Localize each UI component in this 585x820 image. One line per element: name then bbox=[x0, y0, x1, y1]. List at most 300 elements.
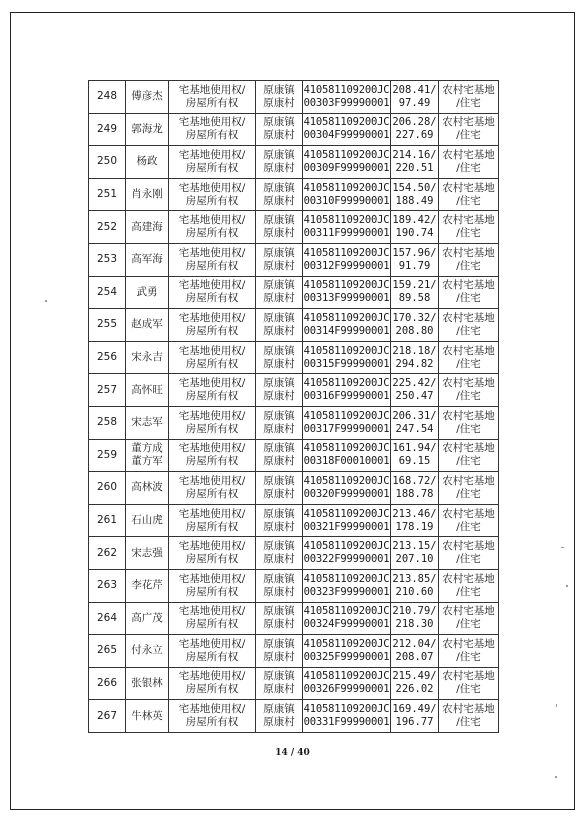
cell-unit-code-line: 00322F99990001 bbox=[303, 553, 390, 566]
cell-usage-line: /住宅 bbox=[456, 96, 481, 109]
cell-right-type-line: 宅基地使用权/ bbox=[178, 409, 246, 422]
table-row bbox=[89, 211, 499, 244]
cell-right-type bbox=[169, 439, 256, 472]
cell-location bbox=[256, 569, 303, 602]
cell-usage-line: /住宅 bbox=[456, 553, 481, 566]
cell-number: 251 bbox=[89, 178, 126, 211]
cell-unit-code bbox=[303, 602, 391, 635]
cell-usage bbox=[439, 243, 499, 276]
cell-usage-line: 农村宅基地 bbox=[442, 83, 495, 96]
cell-owner-name bbox=[126, 406, 169, 439]
cell-area bbox=[391, 113, 439, 146]
table-row bbox=[89, 439, 499, 472]
cell-usage-line: 农村宅基地 bbox=[442, 540, 495, 553]
cell-unit-code-line: 410581109200JC bbox=[303, 344, 390, 357]
cell-usage bbox=[439, 667, 499, 700]
cell-usage-line: /住宅 bbox=[456, 227, 481, 240]
cell-right-type bbox=[169, 146, 256, 179]
cell-usage-line: /住宅 bbox=[456, 683, 481, 696]
cell-location-line: 原康镇 bbox=[263, 279, 295, 292]
cell-usage bbox=[439, 276, 499, 309]
table-row bbox=[89, 81, 499, 114]
cell-unit-code bbox=[303, 700, 391, 733]
cell-right-type-line: 宅基地使用权/ bbox=[178, 279, 246, 292]
cell-location-line: 原康村 bbox=[263, 683, 295, 696]
cell-usage-line: 农村宅基地 bbox=[442, 409, 495, 422]
cell-owner-name bbox=[126, 81, 169, 114]
cell-right-type-line: 宅基地使用权/ bbox=[178, 83, 246, 96]
cell-location bbox=[256, 341, 303, 374]
cell-right-type bbox=[169, 569, 256, 602]
cell-number: 258 bbox=[89, 406, 126, 439]
cell-unit-code-line: 410581109200JC bbox=[303, 572, 390, 585]
table-row bbox=[89, 309, 499, 342]
cell-right-type-line: 宅基地使用权/ bbox=[178, 572, 246, 585]
cell-location bbox=[256, 504, 303, 537]
cell-unit-code-line: 410581109200JC bbox=[303, 474, 390, 487]
cell-number: 249 bbox=[89, 113, 126, 146]
cell-usage-line: /住宅 bbox=[456, 716, 481, 729]
cell-right-type bbox=[169, 537, 256, 570]
cell-number: 255 bbox=[89, 309, 126, 342]
cell-unit-code bbox=[303, 276, 391, 309]
cell-location-line: 原康村 bbox=[263, 553, 295, 566]
cell-location bbox=[256, 81, 303, 114]
cell-number: 250 bbox=[89, 146, 126, 179]
cell-location bbox=[256, 700, 303, 733]
cell-area bbox=[391, 146, 439, 179]
cell-right-type bbox=[169, 243, 256, 276]
table-row bbox=[89, 406, 499, 439]
cell-area-line: 218.18/ bbox=[392, 344, 437, 357]
cell-location-line: 原康镇 bbox=[263, 181, 295, 194]
cell-unit-code bbox=[303, 667, 391, 700]
cell-location-line: 原康村 bbox=[263, 194, 295, 207]
table-row bbox=[89, 178, 499, 211]
cell-area-line: 157.96/ bbox=[392, 246, 437, 259]
cell-location bbox=[256, 667, 303, 700]
cell-area-line: 161.94/ bbox=[392, 442, 437, 455]
cell-unit-code-line: 410581109200JC bbox=[303, 181, 390, 194]
cell-area-line: 69.15 bbox=[398, 455, 431, 468]
cell-owner-name bbox=[126, 276, 169, 309]
cell-owner-name-line: 李花芹 bbox=[131, 579, 163, 592]
cell-number: 254 bbox=[89, 276, 126, 309]
cell-owner-name-line: 高广茂 bbox=[131, 611, 163, 624]
cell-area-line: 210.60 bbox=[395, 585, 434, 598]
cell-usage-line: /住宅 bbox=[456, 292, 481, 305]
cell-location-line: 原康镇 bbox=[263, 442, 295, 455]
cell-usage-line: 农村宅基地 bbox=[442, 670, 495, 683]
cell-owner-name bbox=[126, 602, 169, 635]
cell-right-type bbox=[169, 406, 256, 439]
scan-speck bbox=[45, 300, 47, 302]
cell-area-line: 210.79/ bbox=[392, 605, 437, 618]
cell-unit-code-line: 410581109200JC bbox=[303, 116, 390, 129]
cell-owner-name-line: 赵成军 bbox=[131, 318, 163, 331]
cell-location-line: 原康镇 bbox=[263, 311, 295, 324]
cell-unit-code-line: 00325F99990001 bbox=[303, 650, 390, 663]
cell-right-type bbox=[169, 309, 256, 342]
cell-usage bbox=[439, 504, 499, 537]
cell-usage-line: /住宅 bbox=[456, 390, 481, 403]
cell-area-line: 189.42/ bbox=[392, 214, 437, 227]
cell-unit-code-line: 00304F99990001 bbox=[303, 129, 390, 142]
cell-location bbox=[256, 211, 303, 244]
cell-right-type-line: 宅基地使用权/ bbox=[178, 442, 246, 455]
cell-right-type bbox=[169, 504, 256, 537]
cell-unit-code-line: 00326F99990001 bbox=[303, 683, 390, 696]
cell-usage-line: 农村宅基地 bbox=[442, 246, 495, 259]
cell-area-line: 225.42/ bbox=[392, 377, 437, 390]
cell-location bbox=[256, 146, 303, 179]
cell-location-line: 原康村 bbox=[263, 259, 295, 272]
cell-area-line: 169.49/ bbox=[392, 703, 437, 716]
cell-unit-code-line: 410581109200JC bbox=[303, 442, 390, 455]
cell-location bbox=[256, 439, 303, 472]
cell-area-line: 208.80 bbox=[395, 324, 434, 337]
cell-owner-name-line: 郭海龙 bbox=[131, 122, 163, 135]
cell-right-type-line: 房屋所有权 bbox=[185, 194, 239, 207]
cell-unit-code bbox=[303, 341, 391, 374]
cell-owner-name-line: 董方成 bbox=[131, 442, 163, 455]
cell-right-type-line: 宅基地使用权/ bbox=[178, 507, 246, 520]
cell-area-line: 91.79 bbox=[398, 259, 431, 272]
cell-usage-line: 农村宅基地 bbox=[442, 703, 495, 716]
cell-area-line: 159.21/ bbox=[392, 279, 437, 292]
cell-owner-name-line: 高怀旺 bbox=[131, 383, 163, 396]
cell-area-line: 207.10 bbox=[395, 553, 434, 566]
cell-number: 257 bbox=[89, 374, 126, 407]
cell-right-type-line: 宅基地使用权/ bbox=[178, 148, 246, 161]
cell-unit-code-line: 410581109200JC bbox=[303, 148, 390, 161]
cell-usage bbox=[439, 439, 499, 472]
cell-unit-code-line: 00316F99990001 bbox=[303, 390, 390, 403]
cell-unit-code-line: 410581109200JC bbox=[303, 279, 390, 292]
cell-owner-name-line: 张银林 bbox=[131, 676, 163, 689]
cell-usage-line: 农村宅基地 bbox=[442, 148, 495, 161]
cell-location-line: 原康镇 bbox=[263, 703, 295, 716]
cell-usage-line: /住宅 bbox=[456, 194, 481, 207]
cell-right-type-line: 宅基地使用权/ bbox=[178, 246, 246, 259]
cell-unit-code bbox=[303, 113, 391, 146]
cell-area bbox=[391, 569, 439, 602]
table-row bbox=[89, 504, 499, 537]
cell-number: 248 bbox=[89, 81, 126, 114]
cell-right-type-line: 房屋所有权 bbox=[185, 422, 239, 435]
cell-right-type bbox=[169, 667, 256, 700]
cell-number: 252 bbox=[89, 211, 126, 244]
cell-right-type bbox=[169, 635, 256, 668]
cell-right-type-line: 房屋所有权 bbox=[185, 683, 239, 696]
cell-number: 260 bbox=[89, 472, 126, 505]
cell-usage bbox=[439, 211, 499, 244]
cell-usage-line: 农村宅基地 bbox=[442, 637, 495, 650]
cell-unit-code-line: 00303F99990001 bbox=[303, 96, 390, 109]
cell-area bbox=[391, 439, 439, 472]
cell-owner-name-line: 宋志强 bbox=[131, 546, 163, 559]
table-row bbox=[89, 635, 499, 668]
cell-right-type-line: 房屋所有权 bbox=[185, 292, 239, 305]
cell-usage bbox=[439, 178, 499, 211]
cell-area bbox=[391, 178, 439, 211]
cell-area-line: 168.72/ bbox=[392, 474, 437, 487]
cell-right-type-line: 宅基地使用权/ bbox=[178, 670, 246, 683]
cell-unit-code-line: 410581109200JC bbox=[303, 540, 390, 553]
cell-right-type bbox=[169, 341, 256, 374]
cell-usage bbox=[439, 81, 499, 114]
cell-right-type-line: 房屋所有权 bbox=[185, 259, 239, 272]
cell-unit-code-line: 00331F99990001 bbox=[303, 716, 390, 729]
cell-right-type bbox=[169, 602, 256, 635]
cell-unit-code bbox=[303, 243, 391, 276]
cell-owner-name-line: 杨政 bbox=[136, 155, 158, 168]
cell-unit-code-line: 410581109200JC bbox=[303, 377, 390, 390]
cell-unit-code-line: 00320F99990001 bbox=[303, 487, 390, 500]
cell-area-line: 188.78 bbox=[395, 487, 434, 500]
cell-area-line: 206.31/ bbox=[392, 409, 437, 422]
cell-area-line: 220.51 bbox=[395, 161, 434, 174]
scan-speck bbox=[555, 776, 557, 778]
cell-area-line: 212.04/ bbox=[392, 637, 437, 650]
cell-owner-name-line: 石山虎 bbox=[131, 514, 163, 527]
cell-location bbox=[256, 472, 303, 505]
cell-location bbox=[256, 374, 303, 407]
scan-speck bbox=[561, 547, 564, 548]
cell-right-type-line: 宅基地使用权/ bbox=[178, 311, 246, 324]
cell-owner-name-line: 董方军 bbox=[131, 455, 163, 468]
cell-right-type-line: 房屋所有权 bbox=[185, 227, 239, 240]
cell-location-line: 原康村 bbox=[263, 129, 295, 142]
cell-location-line: 原康镇 bbox=[263, 246, 295, 259]
cell-usage bbox=[439, 146, 499, 179]
cell-right-type-line: 房屋所有权 bbox=[185, 161, 239, 174]
cell-location-line: 原康村 bbox=[263, 618, 295, 631]
cell-number: 262 bbox=[89, 537, 126, 570]
table-row bbox=[89, 569, 499, 602]
cell-owner-name bbox=[126, 113, 169, 146]
cell-usage bbox=[439, 374, 499, 407]
cell-usage-line: /住宅 bbox=[456, 324, 481, 337]
cell-owner-name bbox=[126, 341, 169, 374]
cell-usage-line: /住宅 bbox=[456, 357, 481, 370]
cell-usage-line: /住宅 bbox=[456, 422, 481, 435]
cell-right-type-line: 房屋所有权 bbox=[185, 520, 239, 533]
cell-unit-code bbox=[303, 406, 391, 439]
cell-usage bbox=[439, 537, 499, 570]
cell-usage bbox=[439, 309, 499, 342]
cell-unit-code-line: 00310F99990001 bbox=[303, 194, 390, 207]
cell-area-line: 213.46/ bbox=[392, 507, 437, 520]
cell-usage-line: /住宅 bbox=[456, 618, 481, 631]
cell-unit-code-line: 00318F00010001 bbox=[303, 455, 390, 468]
cell-area-line: 213.85/ bbox=[392, 572, 437, 585]
cell-area bbox=[391, 81, 439, 114]
cell-right-type bbox=[169, 700, 256, 733]
cell-area bbox=[391, 309, 439, 342]
cell-area-line: 247.54 bbox=[395, 422, 434, 435]
table-row bbox=[89, 276, 499, 309]
cell-unit-code-line: 410581109200JC bbox=[303, 507, 390, 520]
cell-owner-name-line: 高军海 bbox=[131, 253, 163, 266]
cell-number: 264 bbox=[89, 602, 126, 635]
cell-right-type-line: 宅基地使用权/ bbox=[178, 540, 246, 553]
cell-number: 266 bbox=[89, 667, 126, 700]
cell-right-type-line: 房屋所有权 bbox=[185, 357, 239, 370]
page-number: 14 / 40 bbox=[275, 748, 310, 758]
cell-unit-code-line: 00313F99990001 bbox=[303, 292, 390, 305]
cell-area-line: 226.02 bbox=[395, 683, 434, 696]
cell-usage-line: 农村宅基地 bbox=[442, 116, 495, 129]
cell-usage-line: /住宅 bbox=[456, 259, 481, 272]
cell-usage-line: /住宅 bbox=[456, 161, 481, 174]
cell-unit-code bbox=[303, 569, 391, 602]
cell-unit-code-line: 410581109200JC bbox=[303, 409, 390, 422]
cell-owner-name bbox=[126, 667, 169, 700]
cell-area-line: 208.41/ bbox=[392, 83, 437, 96]
cell-usage-line: 农村宅基地 bbox=[442, 507, 495, 520]
cell-location-line: 原康镇 bbox=[263, 214, 295, 227]
cell-area-line: 170.32/ bbox=[392, 311, 437, 324]
cell-location-line: 原康村 bbox=[263, 227, 295, 240]
cell-area bbox=[391, 211, 439, 244]
cell-location-line: 原康镇 bbox=[263, 148, 295, 161]
scan-speck bbox=[556, 704, 557, 707]
cell-owner-name bbox=[126, 439, 169, 472]
cell-owner-name-line: 宋志军 bbox=[131, 416, 163, 429]
cell-number: 265 bbox=[89, 635, 126, 668]
cell-area bbox=[391, 667, 439, 700]
cell-usage-line: 农村宅基地 bbox=[442, 474, 495, 487]
cell-area-line: 294.82 bbox=[395, 357, 434, 370]
cell-usage-line: /住宅 bbox=[456, 129, 481, 142]
cell-location-line: 原康村 bbox=[263, 390, 295, 403]
cell-owner-name bbox=[126, 472, 169, 505]
cell-usage-line: /住宅 bbox=[456, 487, 481, 500]
cell-owner-name bbox=[126, 374, 169, 407]
cell-right-type-line: 房屋所有权 bbox=[185, 650, 239, 663]
cell-unit-code-line: 00315F99990001 bbox=[303, 357, 390, 370]
cell-usage-line: /住宅 bbox=[456, 650, 481, 663]
cell-area bbox=[391, 341, 439, 374]
cell-location-line: 原康镇 bbox=[263, 377, 295, 390]
cell-usage-line: 农村宅基地 bbox=[442, 214, 495, 227]
cell-unit-code bbox=[303, 504, 391, 537]
cell-location-line: 原康村 bbox=[263, 487, 295, 500]
cell-area-line: 190.74 bbox=[395, 227, 434, 240]
cell-location bbox=[256, 635, 303, 668]
table-row bbox=[89, 374, 499, 407]
cell-location bbox=[256, 406, 303, 439]
cell-area bbox=[391, 635, 439, 668]
cell-number: 259 bbox=[89, 439, 126, 472]
cell-location-line: 原康村 bbox=[263, 650, 295, 663]
cell-usage-line: 农村宅基地 bbox=[442, 572, 495, 585]
cell-usage bbox=[439, 341, 499, 374]
cell-area-line: 227.69 bbox=[395, 129, 434, 142]
cell-unit-code bbox=[303, 146, 391, 179]
cell-location-line: 原康镇 bbox=[263, 116, 295, 129]
cell-right-type-line: 宅基地使用权/ bbox=[178, 344, 246, 357]
cell-unit-code bbox=[303, 439, 391, 472]
cell-unit-code-line: 410581109200JC bbox=[303, 703, 390, 716]
cell-area bbox=[391, 472, 439, 505]
cell-owner-name bbox=[126, 146, 169, 179]
cell-location-line: 原康村 bbox=[263, 96, 295, 109]
cell-usage-line: 农村宅基地 bbox=[442, 377, 495, 390]
cell-location-line: 原康村 bbox=[263, 455, 295, 468]
cell-area-line: 97.49 bbox=[398, 96, 431, 109]
cell-right-type bbox=[169, 472, 256, 505]
cell-right-type-line: 房屋所有权 bbox=[185, 553, 239, 566]
cell-usage-line: /住宅 bbox=[456, 455, 481, 468]
cell-owner-name bbox=[126, 211, 169, 244]
cell-location bbox=[256, 537, 303, 570]
cell-number: 267 bbox=[89, 700, 126, 733]
cell-area bbox=[391, 243, 439, 276]
cell-location-line: 原康镇 bbox=[263, 605, 295, 618]
cell-right-type bbox=[169, 81, 256, 114]
cell-location-line: 原康村 bbox=[263, 422, 295, 435]
cell-right-type-line: 宅基地使用权/ bbox=[178, 703, 246, 716]
scan-speck bbox=[566, 585, 568, 587]
cell-location-line: 原康村 bbox=[263, 357, 295, 370]
cell-right-type bbox=[169, 276, 256, 309]
cell-area-line: 178.19 bbox=[395, 520, 434, 533]
cell-location bbox=[256, 602, 303, 635]
cell-area-line: 208.07 bbox=[395, 650, 434, 663]
cell-location-line: 原康镇 bbox=[263, 507, 295, 520]
cell-right-type-line: 房屋所有权 bbox=[185, 618, 239, 631]
cell-owner-name-line: 牛林英 bbox=[131, 709, 163, 722]
cell-usage-line: 农村宅基地 bbox=[442, 311, 495, 324]
cell-right-type-line: 宅基地使用权/ bbox=[178, 377, 246, 390]
cell-location-line: 原康村 bbox=[263, 716, 295, 729]
cell-location-line: 原康村 bbox=[263, 292, 295, 305]
cell-number: 263 bbox=[89, 569, 126, 602]
cell-area-line: 196.77 bbox=[395, 716, 434, 729]
cell-right-type-line: 房屋所有权 bbox=[185, 324, 239, 337]
property-register-table bbox=[88, 80, 499, 733]
cell-area bbox=[391, 406, 439, 439]
cell-owner-name-line: 付永立 bbox=[131, 644, 163, 657]
cell-area-line: 214.16/ bbox=[392, 148, 437, 161]
cell-unit-code bbox=[303, 537, 391, 570]
cell-unit-code-line: 00324F99990001 bbox=[303, 618, 390, 631]
cell-right-type bbox=[169, 374, 256, 407]
table-row bbox=[89, 602, 499, 635]
cell-usage bbox=[439, 472, 499, 505]
cell-area bbox=[391, 504, 439, 537]
cell-usage-line: 农村宅基地 bbox=[442, 442, 495, 455]
table-row bbox=[89, 700, 499, 733]
cell-location-line: 原康村 bbox=[263, 585, 295, 598]
cell-location bbox=[256, 243, 303, 276]
cell-owner-name-line: 武勇 bbox=[136, 285, 158, 298]
cell-location bbox=[256, 113, 303, 146]
cell-location-line: 原康村 bbox=[263, 520, 295, 533]
cell-area-line: 154.50/ bbox=[392, 181, 437, 194]
cell-unit-code-line: 410581109200JC bbox=[303, 246, 390, 259]
cell-usage-line: /住宅 bbox=[456, 520, 481, 533]
cell-unit-code-line: 00323F99990001 bbox=[303, 585, 390, 598]
cell-area-line: 218.30 bbox=[395, 618, 434, 631]
cell-right-type-line: 房屋所有权 bbox=[185, 129, 239, 142]
cell-area-line: 206.28/ bbox=[392, 116, 437, 129]
cell-unit-code bbox=[303, 374, 391, 407]
cell-right-type bbox=[169, 211, 256, 244]
cell-unit-code bbox=[303, 81, 391, 114]
